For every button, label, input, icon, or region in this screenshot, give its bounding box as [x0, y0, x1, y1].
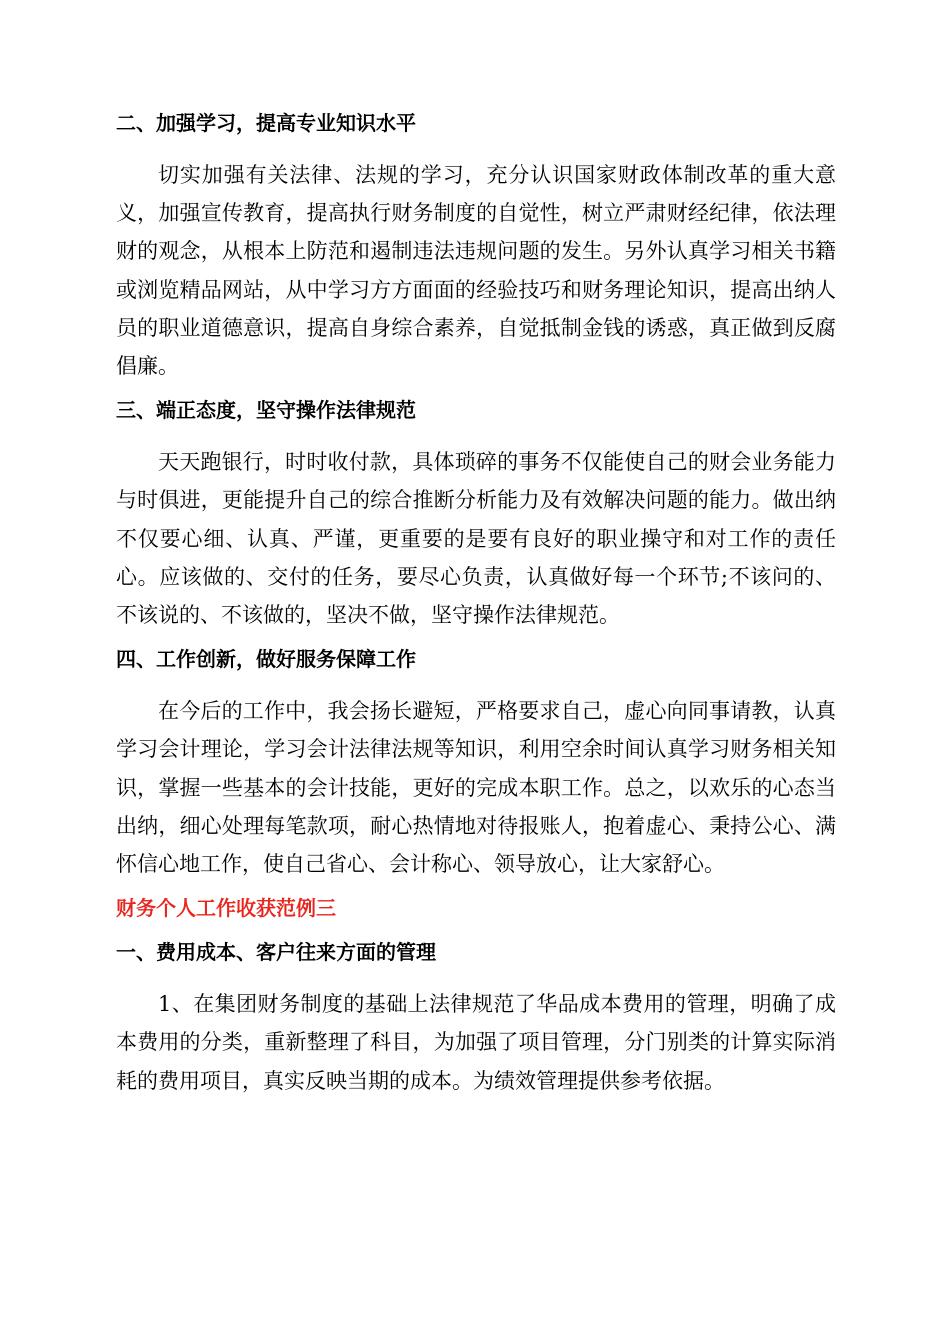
section-paragraph-4: 在今后的工作中，我会扬长避短，严格要求自己，虚心向同事请教，认真学习会计理论，学习会计法律法规等知识，利用空余时间认真学习财务相关知识，掌握一些基本的会计技能，更好的完成本职工作。总之，以欢乐的心态当出纳，细心处理每笔款项，耐心热情地对待报账人，抱着虚心、秉持公心、满怀信心地工作，使自己省心、会计称心、领导放心，让大家舒心。 [116, 699, 836, 877]
section-heading-2: 二、加强学习，提高专业知识水平 [116, 111, 416, 135]
section-heading-3: 三、端正态度，坚守操作法律规范 [116, 398, 416, 423]
section-paragraph-2: 切实加强有关法律、法规的学习，充分认识国家财政体制改革的重大意义，加强宣传教育，提高执行财务制度的自觉性，树立严肃财经纪律，依法理财的观念，从根本上防范和遏制违法违规问题的发生。另外认真学习相关书籍或浏览精品网站，从中学习方方面面的经验技巧和财务理论知识，提高出纳人员的职业道德意识，提高自身综合素养，自觉抵制金钱的诱惑，真正做到反腐倡廉。 [116, 163, 836, 379]
example-section-paragraph: 1、在集团财务制度的基础上法律规范了华品成本费用的管理，明确了成本费用的分类，重新整理了科目，为加强了项目管理，分门别类的计算实际消耗的费用项目，真实反映当期的成本。为绩效管理提供参考依据。 [116, 992, 836, 1093]
section-paragraph-3: 天天跑银行，时时收付款，具体琐碎的事务不仅能使自己的财会业务能力与时俱进，更能提升自己的综合推断分析能力及有效解决问题的能力。做出纳不仅要心细、认真、严谨，更重要的是要有良好的职业操守和对工作的责任心。应该做的、交付的任务，要尽心负责，认真做好每一个环节;不该问的、不该说的、不该做的，坚决不做，坚守操作法律规范。 [116, 450, 836, 628]
document-page [116, 108, 836, 1100]
section-heading-4: 四、工作创新，做好服务保障工作 [116, 647, 416, 672]
example-section-heading: 一、费用成本、客户往来方面的管理 [116, 940, 436, 965]
example-title: 财务个人工作收获范例三 [116, 896, 336, 921]
